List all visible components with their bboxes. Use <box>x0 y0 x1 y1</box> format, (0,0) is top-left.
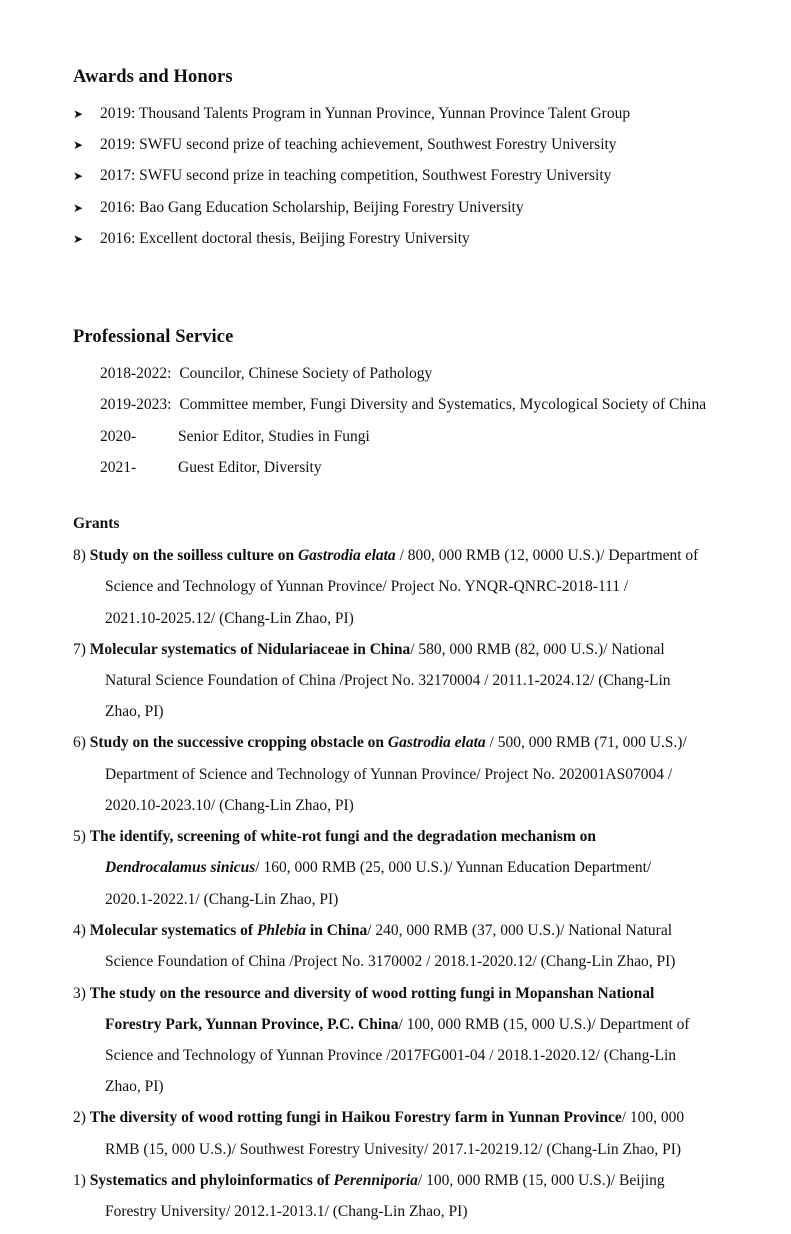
grant-5-line-1: 5) The identify, screening of white-rot fungi and the degradation mechanism on <box>73 828 597 845</box>
grant-1-line-2: Forestry University/ 2012.1-2013.1/ (Chang-Lin Zhao, PI) <box>105 1203 468 1220</box>
grant-5-line-3: 2020.1-2022.1/ (Chang-Lin Zhao, PI) <box>105 891 339 908</box>
grant-6-line-2: Department of Science and Technology of Yunnan Province/ Project No. 202001AS07004 / <box>105 766 673 783</box>
service-item: 2020- Senior Editor, Studies in Fungi <box>100 428 370 445</box>
grant-4-line-1: 4) Molecular systematics of Phlebia in China/ 240, 000 RMB (37, 000 U.S.)/ National Natural <box>73 922 673 939</box>
arrow-bullet-icon: ➤ <box>73 201 84 215</box>
grant-3-line-2: Forestry Park, Yunnan Province, P.C. China/ 100, 000 RMB (15, 000 U.S.)/ Department of <box>105 1016 690 1033</box>
grant-3-line-4: Zhao, PI) <box>105 1078 164 1095</box>
grant-2-line-1: 2) The diversity of wood rotting fungi in Haikou Forestry farm in Yunnan Province/ 100, 000 <box>73 1109 685 1126</box>
grant-3-line-3: Science and Technology of Yunnan Province /2017FG001-04 / 2018.1-2020.12/ (Chang-Lin <box>105 1047 677 1064</box>
grant-7-line-1: 7) Molecular systematics of Nidulariaceae in China/ 580, 000 RMB (82, 000 U.S.)/ National <box>73 641 665 658</box>
service-item: 2021- Guest Editor, Diversity <box>100 459 322 476</box>
grant-7-line-2: Natural Science Foundation of China /Project No. 32170004 / 2011.1-2024.12/ (Chang-Lin <box>105 672 671 689</box>
arrow-bullet-icon: ➤ <box>73 138 84 152</box>
award-item: ➤ 2019: SWFU second prize of teaching achievement, Southwest Forestry University <box>73 133 617 157</box>
grant-6-line-1: 6) Study on the successive cropping obstacle on Gastrodia elata / 500, 000 RMB (71, 000 U.S.)/ <box>73 734 687 751</box>
arrow-bullet-icon: ➤ <box>73 107 84 121</box>
service-item: 2018-2022: Councilor, Chinese Society of Pathology <box>100 365 433 382</box>
grant-2-line-2: RMB (15, 000 U.S.)/ Southwest Forestry Univesity/ 2017.1-20219.12/ (Chang-Lin Zhao, PI) <box>105 1141 682 1158</box>
grant-8-line-3: 2021.10-2025.12/ (Chang-Lin Zhao, PI) <box>105 610 354 627</box>
grant-4-line-2: Science Foundation of China /Project No. 3170002 / 2018.1-2020.12/ (Chang-Lin Zhao, PI) <box>105 953 676 970</box>
awards-heading: Awards and Honors <box>73 67 233 87</box>
award-item: ➤ 2016: Bao Gang Education Scholarship, Beijing Forestry University <box>73 196 524 220</box>
service-heading: Professional Service <box>73 327 234 347</box>
award-item: ➤ 2019: Thousand Talents Program in Yunnan Province, Yunnan Province Talent Group <box>73 102 630 126</box>
grant-8-line-2: Science and Technology of Yunnan Province/ Project No. YNQR-QNRC-2018-111 / <box>105 578 629 595</box>
arrow-bullet-icon: ➤ <box>73 232 84 246</box>
grant-6-line-3: 2020.10-2023.10/ (Chang-Lin Zhao, PI) <box>105 797 354 814</box>
award-item: ➤ 2016: Excellent doctoral thesis, Beijing Forestry University <box>73 227 470 251</box>
service-item: 2019-2023: Committee member, Fungi Diversity and Systematics, Mycological Society of China <box>100 396 707 413</box>
award-item: ➤ 2017: SWFU second prize in teaching competition, Southwest Forestry University <box>73 164 611 188</box>
grant-7-line-3: Zhao, PI) <box>105 703 164 720</box>
grants-heading: Grants <box>73 515 120 532</box>
arrow-bullet-icon: ➤ <box>73 169 84 183</box>
grant-8-line-1: 8) Study on the soilless culture on Gastrodia elata / 800, 000 RMB (12, 0000 U.S.)/ Department of <box>73 547 699 564</box>
grant-5-line-2: Dendrocalamus sinicus/ 160, 000 RMB (25, 000 U.S.)/ Yunnan Education Department/ <box>105 859 652 876</box>
grant-1-line-1: 1) Systematics and phyloinformatics of Perenniporia/ 100, 000 RMB (15, 000 U.S.)/ Beijing <box>73 1172 665 1189</box>
grant-3-line-1: 3) The study on the resource and diversity of wood rotting fungi in Mopanshan National <box>73 985 655 1002</box>
